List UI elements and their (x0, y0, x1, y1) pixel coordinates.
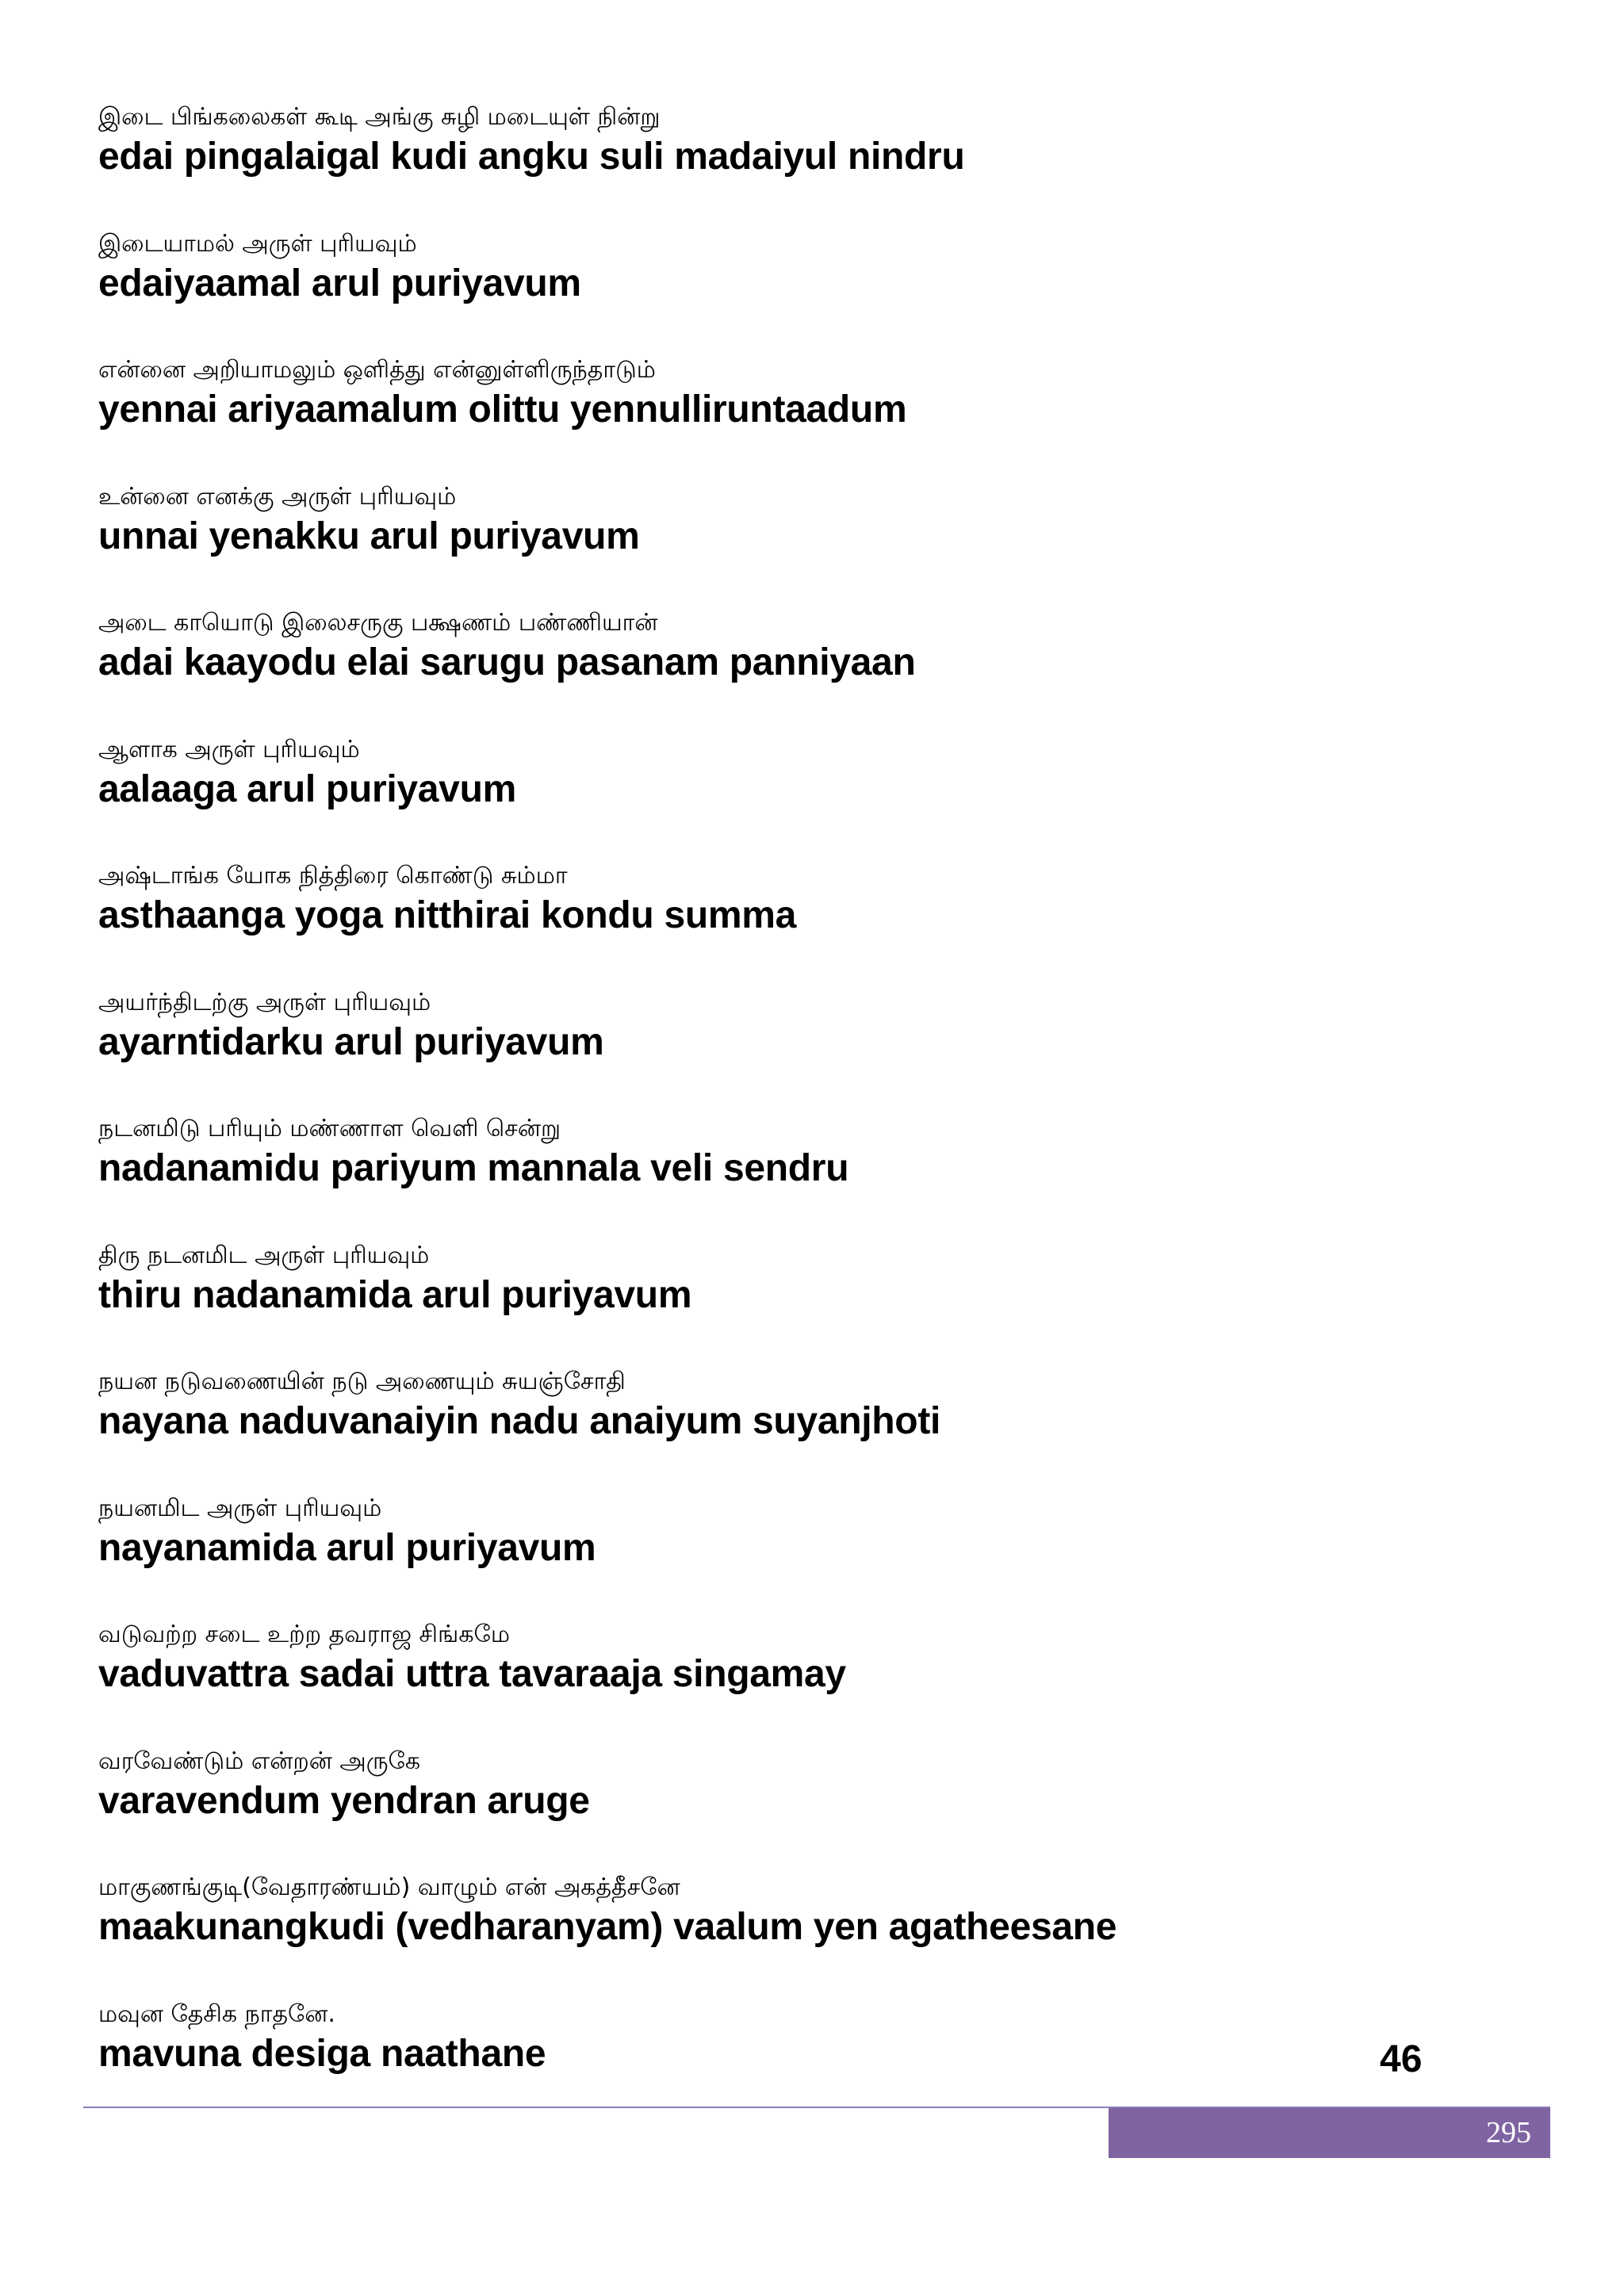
tamil-line: திரு நடனமிட அருள் புரியவும் (98, 1241, 430, 1269)
verse-couplet (98, 860, 1462, 987)
verse-couplet (98, 734, 1462, 861)
verse-couplet (98, 607, 1462, 734)
transliteration-line: edaiyaamal arul puriyavum (98, 262, 581, 304)
tamil-line: அஷ்டாங்க யோக நித்திரை கொண்டு சும்மா (98, 862, 568, 890)
transliteration-line: yennai ariyaamalum olittu yennulliruntaadum (98, 388, 907, 430)
transliteration-line: nayanamida arul puriyavum (98, 1526, 596, 1569)
tamil-line: வரவேண்டும் என்றன் அருகே (98, 1747, 421, 1775)
tamil-line: ஆளாக அருள் புரியவும் (98, 735, 360, 763)
tamil-line: மாகுணங்குடி(வேதாரண்யம்) வாழும் என் அகத்தீசனே (98, 1873, 680, 1901)
tamil-line: இடை பிங்கலைகள் கூடி அங்கு சுழி மடையுள் நின்று (98, 103, 661, 131)
tamil-line: நயன நடுவணையின் நடு அணையும் சுயஞ்சோதி (98, 1368, 626, 1395)
verse-couplet (98, 1113, 1462, 1240)
transliteration-line: thiru nadanamida arul puriyavum (98, 1273, 692, 1316)
transliteration-line: aalaaga arul puriyavum (98, 767, 516, 810)
tamil-line: வடுவற்ற சடை உற்ற தவராஜ சிங்கமே (98, 1621, 510, 1648)
tamil-line: இடையாமல் அருள் புரியவும் (98, 229, 417, 258)
verse-list (98, 101, 1462, 2125)
transliteration-line: asthaanga yoga nitthirai kondu summa (98, 894, 797, 936)
verse-couplet (98, 1746, 1462, 1873)
verse-couplet (98, 1493, 1462, 1620)
transliteration-line: adai kaayodu elai sarugu pasanam panniyaan (98, 641, 916, 683)
transliteration-line: edai pingalaigal kudi angku suli madaiyul nindru (98, 136, 965, 178)
transliteration-line: vaduvattra sadai uttra tavaraaja singamay (98, 1653, 846, 1695)
transliteration-line: nayana naduvanaiyin nadu anaiyum suyanjhoti (98, 1400, 941, 1442)
verse-number: 46 (1380, 2038, 1423, 2080)
transliteration-line: varavendum yendran aruge (98, 1779, 590, 1822)
transliteration-line: ayarntidarku arul puriyavum (98, 1020, 604, 1063)
tamil-line: நயனமிட அருள் புரியவும் (98, 1494, 382, 1522)
tamil-line: அயர்ந்திடற்கு அருள் புரியவும் (98, 988, 431, 1016)
verse-couplet (98, 1619, 1462, 1746)
transliteration-line: mavuna desiga naathane (98, 2032, 546, 2075)
verse-couplet (98, 101, 1462, 228)
verse-couplet (98, 1240, 1462, 1367)
verse-couplet (98, 481, 1462, 608)
tamil-line: அடை காயொடு இலைசருகு பக்ஷணம் பண்ணியான் (98, 609, 658, 637)
tamil-line: என்னை அறியாமலும் ஒளித்து என்னுள்ளிருந்தாடும் (98, 356, 656, 384)
tamil-line: நடனமிடு பரியும் மண்ணாள வெளி சென்று (98, 1115, 561, 1142)
verse-couplet (98, 354, 1462, 481)
verse-couplet (98, 1366, 1462, 1493)
verse-couplet (98, 228, 1462, 355)
tamil-line: உன்னை எனக்கு அருள் புரியவும் (98, 482, 457, 511)
transliteration-line: unnai yenakku arul puriyavum (98, 515, 640, 557)
tamil-line: மவுன தேசிக நாதனே. (98, 1999, 335, 2028)
page-number-tab (1109, 2108, 1550, 2158)
verse-couplet (98, 1872, 1462, 1999)
page-number: 295 (1486, 2116, 1531, 2149)
verse-couplet (98, 987, 1462, 1114)
transliteration-line: maakunangkudi (vedharanyam) vaalum yen agatheesane (98, 1906, 1117, 1948)
transliteration-line: nadanamidu pariyum mannala veli sendru (98, 1147, 849, 1189)
